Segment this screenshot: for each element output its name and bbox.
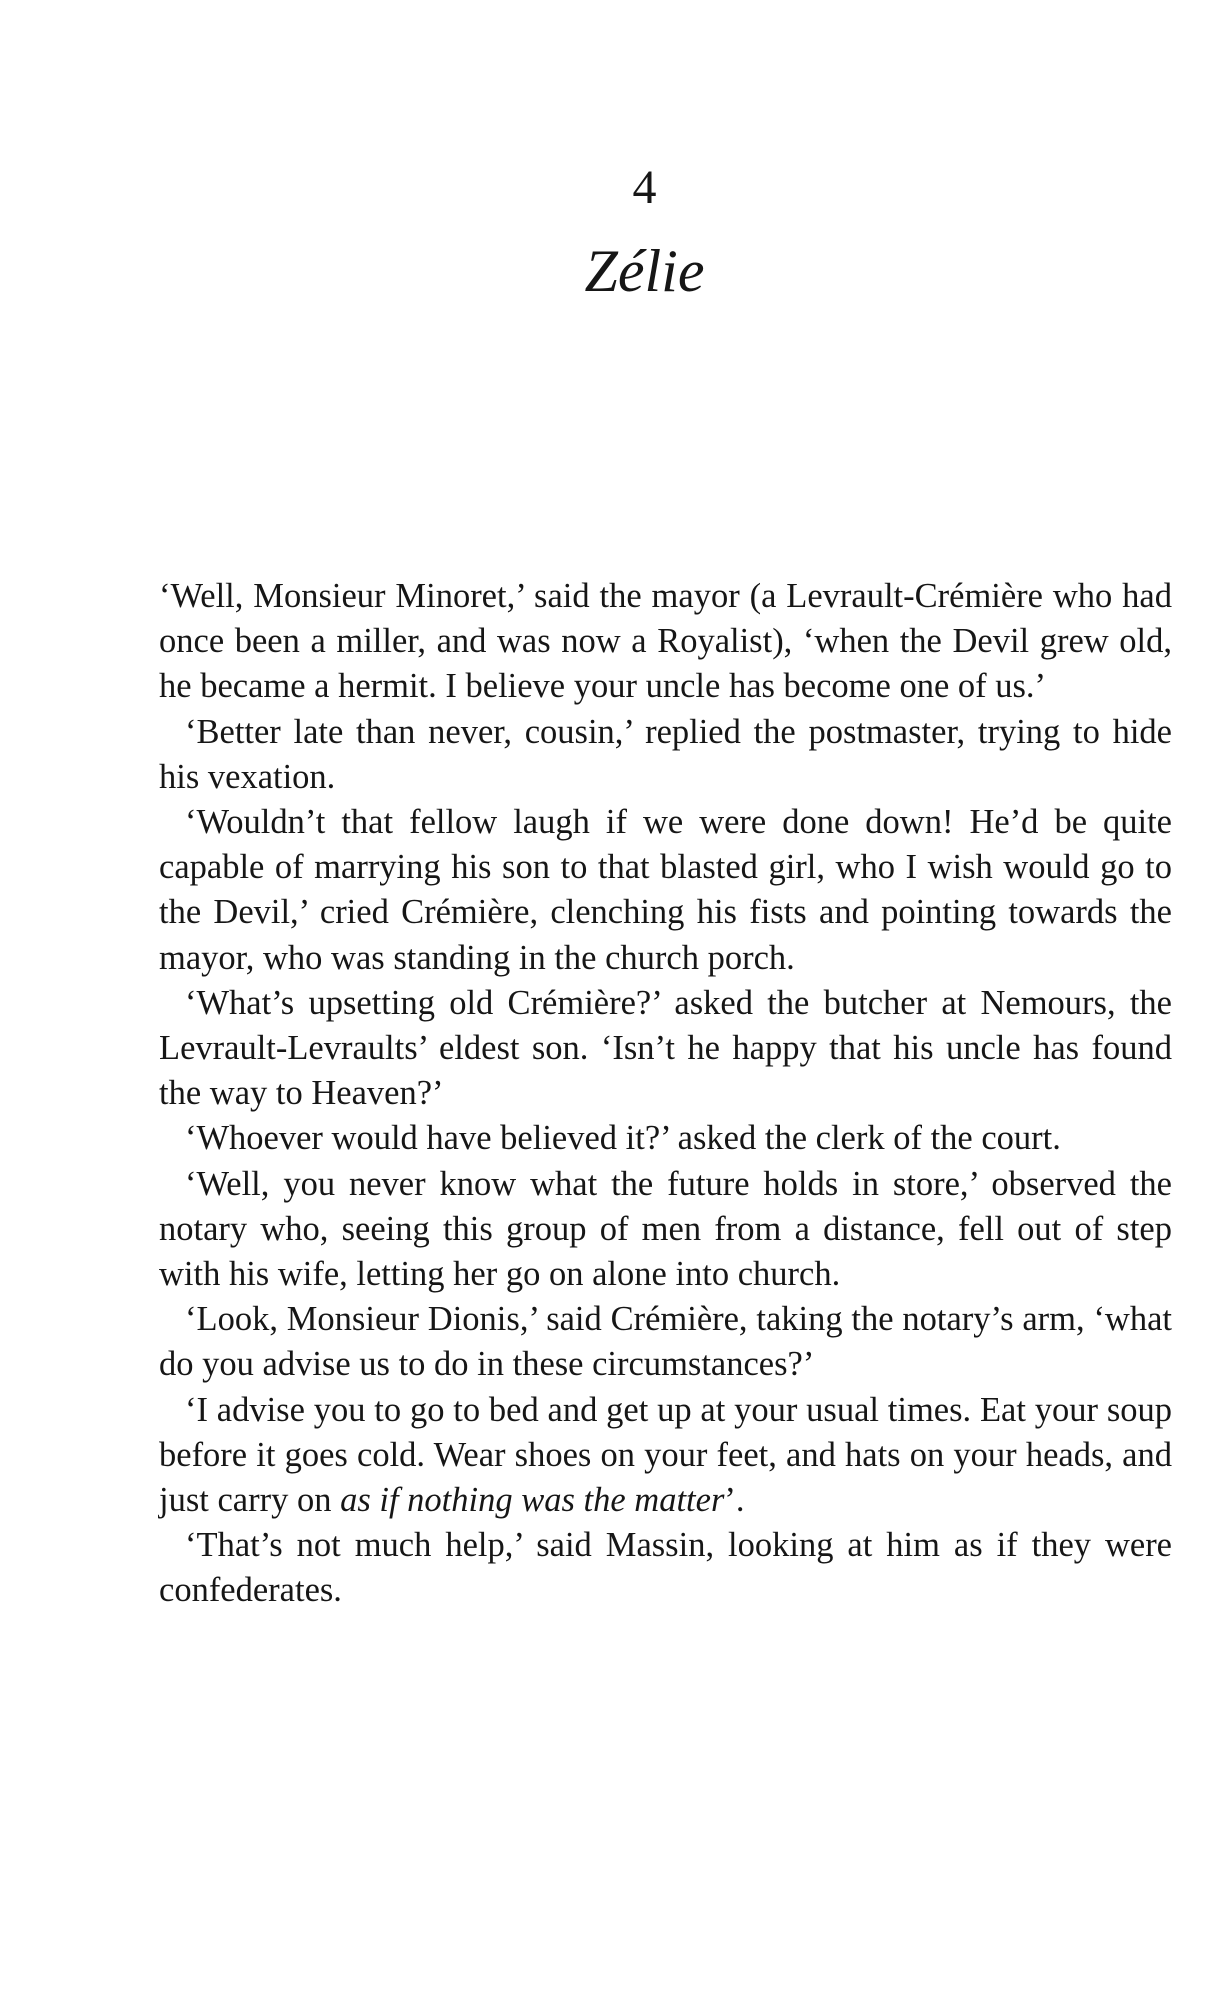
paragraph-text: ‘Whoever would have believed it?’ asked the clerk of the court. <box>185 1119 1061 1158</box>
paragraph <box>159 1297 1172 1387</box>
paragraph <box>159 1523 1172 1613</box>
paragraph <box>159 981 1172 1117</box>
paragraph <box>159 710 1172 800</box>
chapter-title: Zélie <box>584 238 705 304</box>
paragraph-text: ‘Better late than never, cousin,’ replied the postmaster, trying to hide his vexation. <box>159 712 1172 796</box>
paragraph-text: ‘Wouldn’t that fellow laugh if we were done down! He’d be quite capable of marrying his son to that blasted girl, who I wish would go to the Devil,’ cried Crémière, clenching his fists and pointing towards the mayor, who was standing in the church porch. <box>159 803 1172 977</box>
paragraph-text: ‘Well, Monsieur Minoret,’ said the mayor (a Levrault-Crémière who had once been a miller, and was now a Royalist), ‘when the Devil grew old, he became a hermit. I believe your uncle has become one of us.’ <box>159 577 1172 706</box>
chapter-number: 4 <box>632 161 657 214</box>
paragraph <box>159 574 1172 710</box>
italic-text: as if nothing was the matter <box>340 1481 725 1520</box>
paragraph <box>159 1388 1172 1524</box>
paragraph-text: ‘I advise you to go to bed and get up at your usual times. Eat your soup before it goes cold. Wear shoes on your feet, and hats on your heads, and just carry on <box>159 1390 1172 1520</box>
paragraph <box>159 800 1172 981</box>
paragraph <box>159 1162 1172 1298</box>
paragraph <box>159 1116 1172 1161</box>
chapter-body-text <box>159 574 1172 1614</box>
paragraph-text: ‘Well, you never know what the future holds in store,’ observed the notary who, seeing this group of men from a distance, fell out of step with his wife, letting her go on alone into church. <box>159 1164 1172 1294</box>
paragraph-text: ’. <box>724 1481 745 1520</box>
paragraph-text: ‘Look, Monsieur Dionis,’ said Crémière, taking the notary’s arm, ‘what do you advise us to do in these circumstances?’ <box>159 1300 1172 1384</box>
paragraph-text: ‘That’s not much help,’ said Massin, looking at him as if they were confederates. <box>159 1526 1172 1610</box>
paragraph-text: ‘What’s upsetting old Crémière?’ asked the butcher at Nemours, the Levrault-Levraults’ eldest son. ‘Isn’t he happy that his uncle has found the way to Heaven?’ <box>159 983 1172 1113</box>
